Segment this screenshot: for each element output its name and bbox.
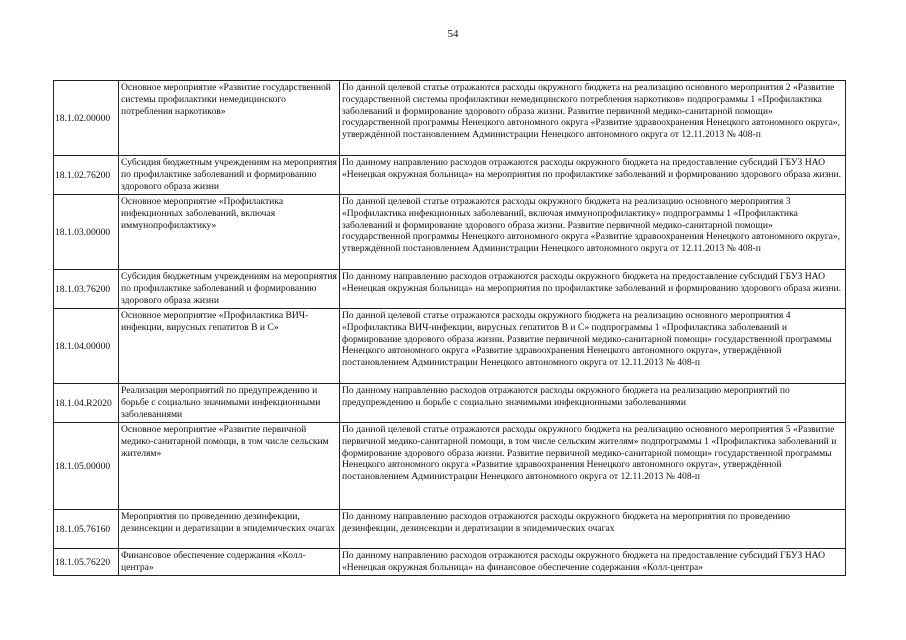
expenditure-description: По данной целевой статье отражаются расходы окружного бюджета на реализацию основного мероприятия 5 «Развитие первичной медико-санитарной помощи, в том числе сельским жителям» подпрограммы 1 «Профилактика заболеваний и формирование здорового образа жизни. Развитие первичной медико-санитарной помощи» государственной программы Ненецкого автономного округа «Развитие здравоохранения Ненецкого автономного округа», утверждённой постановлением Администрации Ненецкого автономного округа от 12.11.2013 № 408-п xyxy=(340,423,846,510)
expenditure-description: По данному направлению расходов отражаются расходы окружного бюджета на предоставление субсидий ГБУЗ НАО «Ненецкая окружная больница» на финансовое обеспечение содержания «Колл-центра» xyxy=(340,549,846,576)
expenditure-description: По данному направлению расходов отражаются расходы окружного бюджета на предоставление субсидий ГБУЗ НАО «Ненецкая окружная больница» на мероприятия по профилактике заболеваний и формированию здорового образа жизни. xyxy=(340,156,846,195)
table-row xyxy=(54,510,846,549)
target-article-code: 18.1.02.00000 xyxy=(54,81,119,156)
target-article-code: 18.1.05.76160 xyxy=(54,510,119,549)
table-row xyxy=(54,81,846,156)
expenditure-description: По данному направлению расходов отражаются расходы окружного бюджета на предоставление субсидий ГБУЗ НАО «Ненецкая окружная больница» на мероприятия по профилактике заболеваний и формированию здорового образа жизни. xyxy=(340,270,846,309)
expenditure-name: Субсидия бюджетным учреждениям на мероприятия по профилактике заболеваний и формированию здорового образа жизни xyxy=(119,270,340,309)
expenditure-name: Реализация мероприятий по предупреждению и борьбе с социально значимыми инфекционными заболеваниями xyxy=(119,384,340,423)
table-row xyxy=(54,549,846,576)
expenditure-name: Субсидия бюджетным учреждениям на мероприятия по профилактике заболеваний и формированию здорового образа жизни xyxy=(119,156,340,195)
budget-classification-table xyxy=(53,80,846,576)
expenditure-name: Основное мероприятие «Развитие первичной медико-санитарной помощи, в том числе сельским жителям» xyxy=(119,423,340,510)
table-row xyxy=(54,195,846,270)
expenditure-name: Основное мероприятие «Развитие государственной системы профилактики немедицинского потребления наркотиков» xyxy=(119,81,340,156)
expenditure-description: По данной целевой статье отражаются расходы окружного бюджета на реализацию основного мероприятия 2 «Развитие государственной системы профилактики немедицинского потребления наркотиков» подпрограммы 1 «Профилактика заболеваний и формирование здорового образа жизни. Развитие первичной медико-санитарной помощи» государственной программы Ненецкого автономного округа «Развитие здравоохранения Ненецкого автономного округа», утверждённой постановлением Администрации Ненецкого автономного округа от 12.11.2013 № 408-п xyxy=(340,81,846,156)
table-row xyxy=(54,309,846,384)
target-article-code: 18.1.02.76200 xyxy=(54,156,119,195)
expenditure-description: По данному направлению расходов отражаются расходы окружного бюджета на реализацию мероприятий по предупреждению и борьбе с социально значимыми инфекционными заболеваниями xyxy=(340,384,846,423)
expenditure-name: Основное мероприятие «Профилактика ВИЧ-инфекции, вирусных гепатитов В и С» xyxy=(119,309,340,384)
table-row xyxy=(54,270,846,309)
target-article-code: 18.1.04.R2020 xyxy=(54,384,119,423)
target-article-code: 18.1.03.00000 xyxy=(54,195,119,270)
expenditure-name: Финансовое обеспечение содержания «Колл-центра» xyxy=(119,549,340,576)
page-number: 54 xyxy=(447,28,459,40)
target-article-code: 18.1.04.00000 xyxy=(54,309,119,384)
table-row xyxy=(54,156,846,195)
target-article-code: 18.1.03.76200 xyxy=(54,270,119,309)
expenditure-description: По данному направлению расходов отражаются расходы окружного бюджета на мероприятия по проведению дезинфекции, дезинсекции и дератизации в эпидемических очагах xyxy=(340,510,846,549)
target-article-code: 18.1.05.00000 xyxy=(54,423,119,510)
table-row xyxy=(54,423,846,510)
expenditure-description: По данной целевой статье отражаются расходы окружного бюджета на реализацию основного мероприятия 4 «Профилактика ВИЧ-инфекции, вирусных гепатитов В и С» подпрограммы 1 «Профилактика заболеваний и формирование здорового образа жизни. Развитие первичной медико-санитарной помощи» государственной программы Ненецкого автономного округа «Развитие здравоохранения Ненецкого автономного округа», утверждённой постановлением Администрации Ненецкого автономного округа от 12.11.2013 № 408-п xyxy=(340,309,846,384)
table-row xyxy=(54,384,846,423)
expenditure-description: По данной целевой статье отражаются расходы окружного бюджета на реализацию основного мероприятия 3 «Профилактика инфекционных заболеваний, включая иммунопрофилактику» подпрограммы 1 «Профилактика заболеваний и формирование здорового образа жизни. Развитие первичной медико-санитарной помощи» государственной программы Ненецкого автономного округа «Развитие здравоохранения Ненецкого автономного округа», утверждённой постановлением Администрации Ненецкого автономного округа от 12.11.2013 № 408-п xyxy=(340,195,846,270)
expenditure-name: Основное мероприятие «Профилактика инфекционных заболеваний, включая иммунопрофилактику» xyxy=(119,195,340,270)
target-article-code: 18.1.05.76220 xyxy=(54,549,119,576)
expenditure-name: Мероприятия по проведению дезинфекции, дезинсекции и дератизации в эпидемических очагах xyxy=(119,510,340,549)
